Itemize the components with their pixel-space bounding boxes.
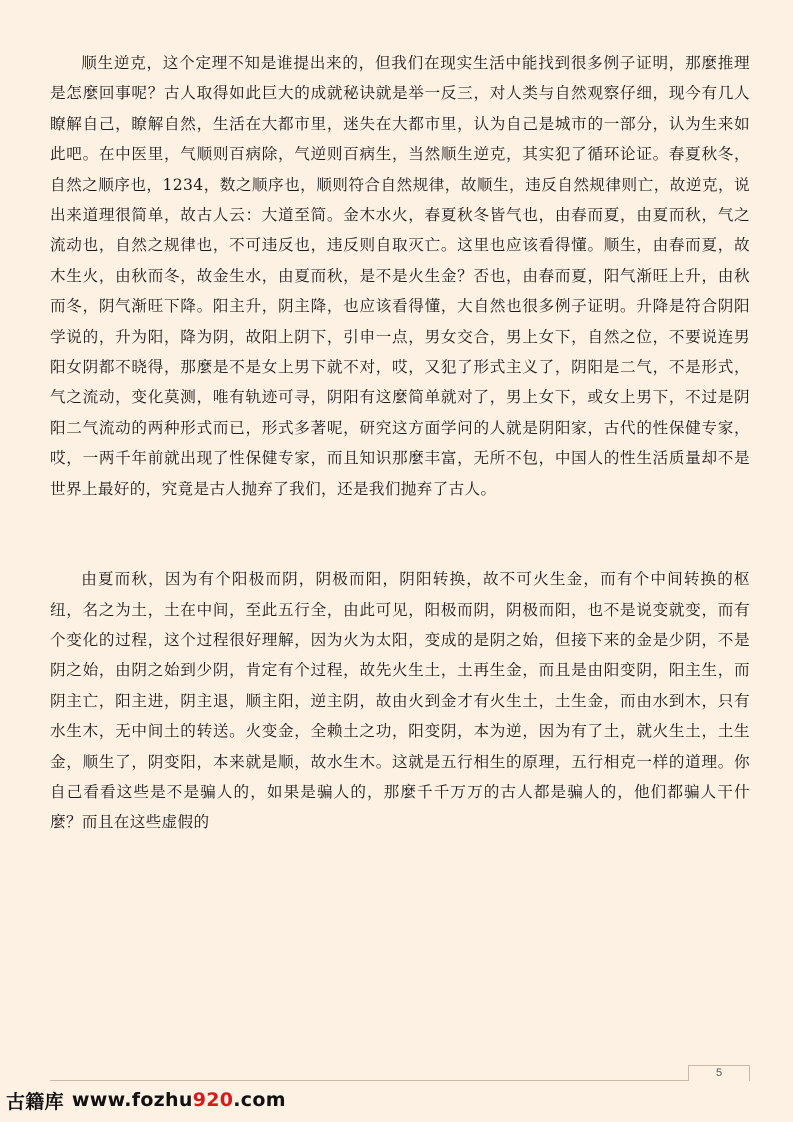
watermark-url-suffix: .com (233, 1089, 286, 1111)
watermark-url-number: 920 (192, 1089, 234, 1111)
page-body (50, 48, 750, 838)
paragraph-spacer (50, 504, 750, 564)
watermark-site-name: 古籍库 (6, 1090, 64, 1113)
paragraph-2: 由夏而秋，因为有个阳极而阴，阴极而阳，阴阳转换，故不可火生金，而有个中间转换的枢纽，名之为土，土在中间，至此五行全，由此可见，阳极而阴，阴极而阳，也不是说变就变，而有个变化的过程，这个过程很好理解，因为火为太阳，变成的是阴之始，但接下来的金是少阴，不是阴之始，由阴之始到少阴，肯定有个过程，故先火生土，土再生金，而且是由阳变阴，阳主生，而阴主亡，阳主进，阴主退，顺主阳，逆主阴，故由火到金才有火生土，土生金，而由水到木，只有水生木，无中间土的转送。火变金，全赖土之功，阳变阴，本为逆，因为有了土，就火生土，土生金，顺生了，阴变阳，本来就是顺，故水生木。这就是五行相生的原理，五行相克一样的道理。你自己看看这些是不是骗人的，如果是骗人的，那麼千千万万的古人都是骗人的，他们都骗人干什麼？而且在这些虚假的 (50, 570, 750, 832)
footer-rule (50, 1080, 743, 1081)
site-watermark (6, 1085, 286, 1115)
page-number: 5 (688, 1065, 750, 1081)
watermark-url-prefix: www.fozhu (71, 1089, 193, 1111)
paragraph-1: 顺生逆克，这个定理不知是谁提出来的，但我们在现实生活中能找到很多例子证明，那麼推理是怎麼回事呢？古人取得如此巨大的成就秘诀就是举一反三，对人类与自然观察仔细，现今有几人瞭解自己，瞭解自然，生活在大都市里，迷失在大都市里，认为自己是城市的一部分，认为生来如此吧。在中医里，气顺则百病除，气逆则百病生，当然顺生逆克，其实犯了循环论证。春夏秋冬，自然之顺序也，1234，数之顺序也，顺则符合自然规律，故顺生，违反自然规律则亡，故逆克，说出来道理很简单，故古人云：大道至简。金木水火，春夏秋冬皆气也，由春而夏，由夏而秋，气之流动也，自然之规律也，不可违反也，违反则自取灭亡。这里也应该看得懂。顺生，由春而夏，故木生火，由秋而冬，故金生水，由夏而秋，是不是火生金？否也，由春而夏，阳气渐旺上升，由秋而冬，阴气渐旺下降。阳主升，阴主降，也应该看得懂，大自然也很多例子证明。升降是符合阴阳学说的，升为阳，降为阴，故阳上阴下，引申一点，男女交合，男上女下，自然之位，不要说连男阳女阴都不晓得，那麼是不是女上男下就不对，哎，又犯了形式主义了，阴阳是二气，不是形式，气之流动，变化莫测，唯有轨迹可寻，阴阳有这麼简单就对了，男上女下，或女上男下，不过是阴阳二气流动的两种形式而已，形式多著呢，研究这方面学问的人就是阴阳家，古代的性保健专家，哎，一两千年前就出现了性保健专家，而且知识那麼丰富，无所不包，中国人的性生活质量却不是世界上最好的，究竟是古人抛弃了我们，还是我们抛弃了古人。 (50, 54, 750, 498)
